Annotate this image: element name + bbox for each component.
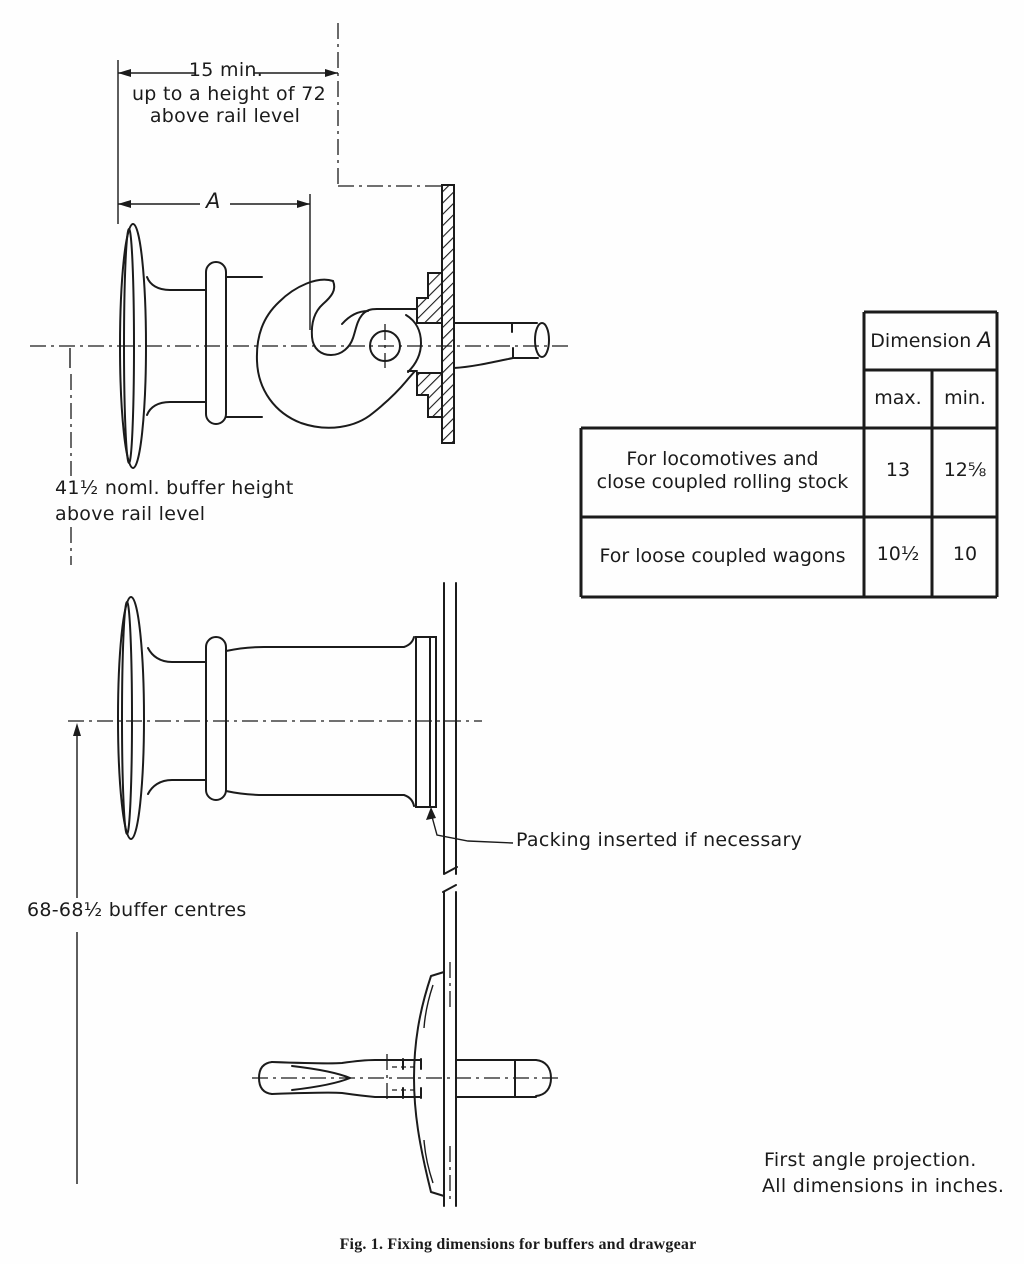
draw-hook-jaw [312,281,377,355]
table-col-header-max: max. [874,387,922,409]
packing-leader-arrowhead [426,807,436,820]
buffer-height-label-line1: 41½ noml. buffer height [55,477,294,499]
arrowhead-right [325,69,338,77]
table-row1-label-line1: For locomotives and [626,448,819,470]
bulged-plate-inner-rim [424,985,433,1183]
arrowhead-up [73,723,81,736]
table-row2-min-value: 10 [952,543,978,565]
dim-A-label: A [206,189,221,213]
figure-caption: Fig. 1. Fixing dimensions for buffers and drawgear [339,1236,697,1253]
arrowhead-right [297,200,310,208]
table-row2-max-value: 10½ [876,543,920,565]
buffer-collar [206,262,226,424]
packing-label: Packing inserted if necessary [516,829,803,851]
buffer-height-label-line2: above rail level [55,503,206,525]
buffer-side-view [68,583,513,1206]
dim-15min-label-line3: above rail level [149,105,301,127]
arrowhead-left [118,69,131,77]
buffer-centres-label: 68-68½ buffer centres [27,899,247,921]
table-row1-max-value: 13 [885,459,911,481]
table-row1-label-line2: close coupled rolling stock [596,471,849,493]
projection-note-line1: First angle projection. [764,1149,977,1171]
upper-guide-block-section [417,273,442,323]
buffer-head-inner [122,602,132,834]
table-row1-min-value: 12⅝ [943,459,987,481]
table-row2-label-line1: For loose coupled wagons [599,545,846,567]
dimension-buffer-centres [73,723,81,1184]
buffer-collar [206,637,226,800]
headstock-reference-line [338,23,442,186]
dim-15min-label-line2: up to a height of 72 [131,83,327,105]
table-title [866,328,996,352]
projection-note-line2: All dimensions in inches. [762,1175,1005,1197]
buffer-height-reference [70,348,71,565]
drawgear-plan-view [252,962,563,1200]
arrowhead-left [118,200,131,208]
buffer-flange [416,637,436,807]
headstock-plate-section [442,185,454,443]
lower-guide-block-section [417,373,442,417]
table-title-variable: A [977,328,992,352]
table-title-text: Dimension [870,330,972,352]
headstock-plate-edges [443,583,457,1206]
table-col-header-min: min. [944,387,986,409]
drawbar-end-cap [535,323,549,357]
dim-15min-label-line1: 15 min. [188,59,264,81]
bulged-plate-edge [414,972,444,1196]
